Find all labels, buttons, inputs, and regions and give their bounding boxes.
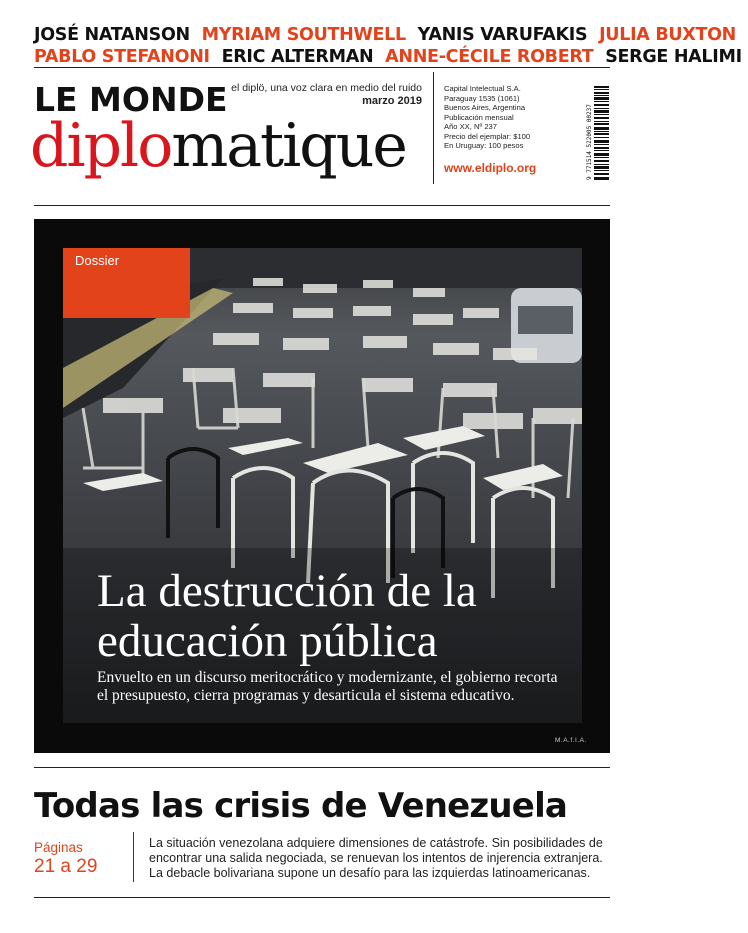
masthead-logo	[30, 110, 406, 182]
logo-matique: matique	[171, 111, 406, 181]
pubinfo-line: Precio del ejemplar: $100	[444, 131, 531, 141]
author-name: JULIA BUXTON	[599, 25, 737, 45]
cover-title-line: La destrucción de la	[97, 565, 477, 617]
issue-date: marzo 2019	[362, 95, 422, 107]
author-name: PABLO STEFANONI	[34, 47, 210, 67]
cover-subtitle-line: Envuelto en un discurso meritocrático y modernizante, el gobierno recorta	[97, 669, 558, 686]
feature-headline: Todas las crisis de Venezuela	[34, 786, 568, 826]
pubinfo-line: Publicación mensual	[444, 112, 514, 122]
author-name: ANNE-CÉCILE ROBERT	[385, 47, 594, 67]
logo-diplo: diplo	[30, 111, 172, 181]
bottom-divider	[34, 897, 610, 898]
pubinfo-line: Paraguay 1535 (1061)	[444, 93, 520, 103]
website-link[interactable]: www.eldiplo.org	[444, 161, 537, 175]
pubinfo-line: En Uruguay: 100 pesos	[444, 141, 524, 150]
authors-row-1	[34, 24, 737, 46]
author-name: JOSÉ NATANSON	[34, 25, 190, 45]
cover-subtitle-line: el presupuesto, cierra programas y desarticula el sistema educativo.	[97, 687, 515, 704]
author-name: MYRIAM SOUTHWELL	[201, 25, 406, 45]
barcode-icon	[583, 86, 609, 180]
author-name: YANIS VARUFAKIS	[417, 25, 588, 45]
feature-top-divider	[34, 767, 610, 768]
authors-banner	[34, 24, 742, 68]
cover-title-line: educación pública	[97, 615, 438, 667]
author-name: SERGE HALIMI	[605, 47, 742, 67]
feature-summary: La situación venezolana adquiere dimensiones de catástrofe. Sin posibilidades de encontrar una salida negociada, se renuevan los intentos de injerencia extranjera. La debacle bolivariana supone un desafío para las izquierdas latinoamericanas.	[149, 836, 603, 880]
cover-top-divider	[34, 205, 610, 206]
pubinfo-line: Año XX, Nº 237	[444, 122, 498, 131]
pubinfo-line: Capital Intelectual S.A.	[444, 84, 521, 93]
tagline-block	[231, 82, 422, 108]
masthead-divider	[433, 72, 434, 184]
pages-range: 21 a 29	[34, 856, 98, 877]
publication-info	[444, 84, 530, 151]
feature-divider	[133, 832, 134, 882]
cover-title	[97, 566, 477, 666]
tagline: el diplö, una voz clara en medio del ruido	[231, 82, 422, 94]
pubinfo-line: Buenos Aires, Argentina	[444, 103, 526, 112]
photo-credit: M.A.f.I.A.	[555, 737, 587, 744]
masthead-le-monde: LE MONDE	[34, 80, 228, 119]
author-name: ERIC ALTERMAN	[221, 47, 374, 67]
authors-row-2	[34, 46, 742, 68]
dossier-badge: Dossier	[63, 248, 190, 318]
barcode-number: 9 771514 522005 00237	[586, 104, 593, 180]
cover-subtitle	[97, 669, 558, 705]
cover-photo	[63, 248, 582, 723]
top-divider	[34, 67, 610, 68]
pages-label: Páginas	[34, 840, 83, 855]
